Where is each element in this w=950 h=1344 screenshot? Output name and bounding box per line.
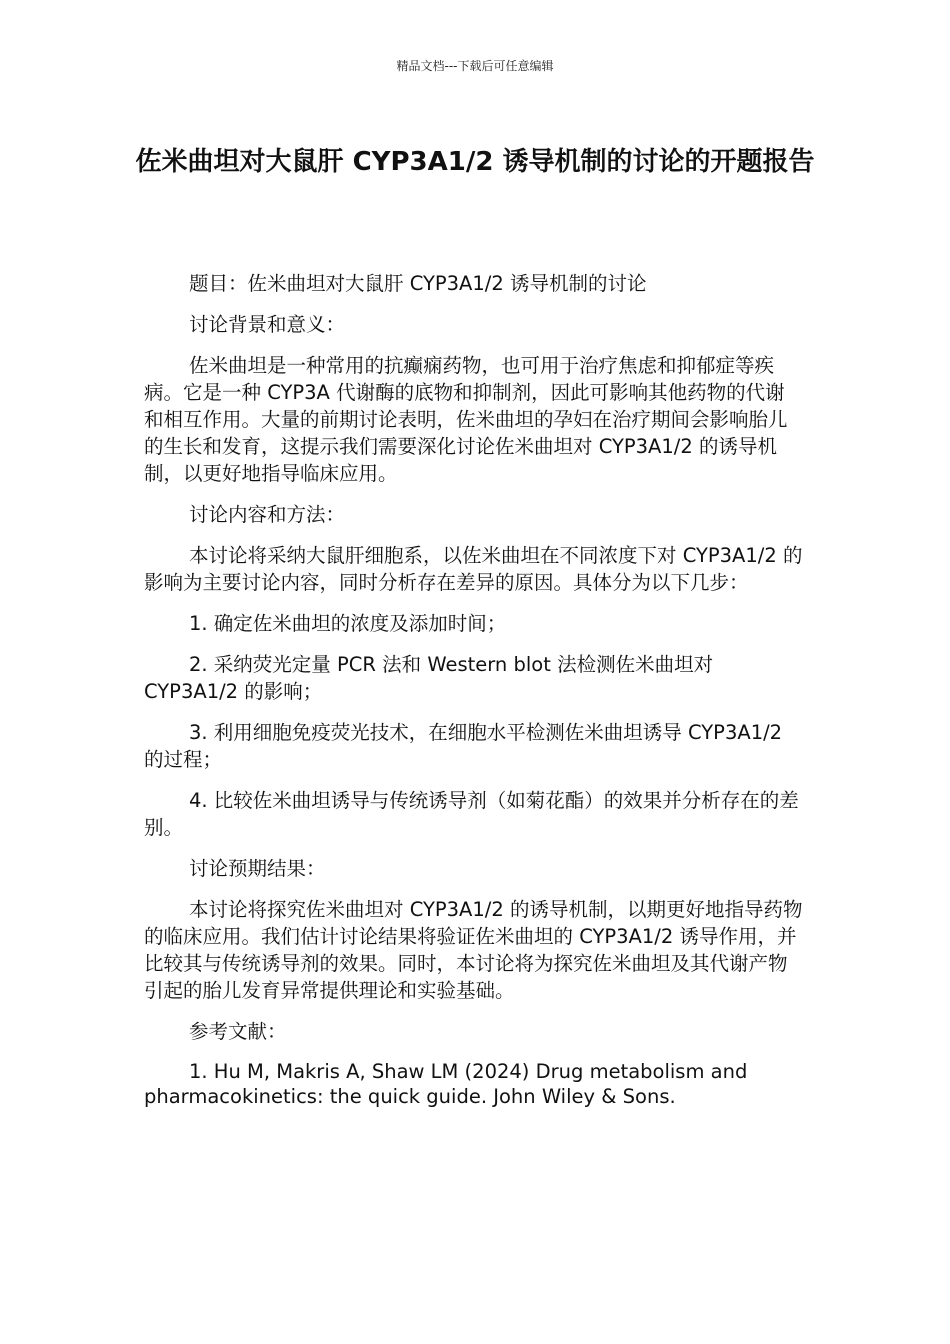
- method-step-2: 2. 采纳荧光定量 PCR 法和 Western blot 法检测佐米曲坦对 CYP3A1/2 的影响；: [144, 653, 714, 703]
- section-heading-methods: 讨论内容和方法：: [189, 503, 346, 526]
- document-title: 佐米曲坦对大鼠肝 CYP3A1/2 诱导机制的讨论的开题报告: [135, 147, 815, 177]
- method-step-1: 1. 确定佐米曲坦的浓度及添加时间；: [189, 612, 507, 635]
- section-heading-references: 参考文献：: [189, 1020, 287, 1043]
- section-heading-background: 讨论背景和意义：: [189, 313, 346, 336]
- reference-item: 1. Hu M, Makris A, Shaw LM (2024) Drug metabolism and pharmacokinetics: the quick guide. John Wiley & Sons.: [144, 1060, 748, 1108]
- methods-paragraph: 本讨论将采纳大鼠肝细胞系，以佐米曲坦在不同浓度下对 CYP3A1/2 的影响为主要讨论内容，同时分析存在差异的原因。具体分为以下几步：: [144, 544, 803, 594]
- section-heading-expected-results: 讨论预期结果：: [189, 857, 326, 880]
- header-note: 精品文档---下载后可任意编辑: [396, 59, 554, 73]
- topic-line: 题目：佐米曲坦对大鼠肝 CYP3A1/2 诱导机制的讨论: [189, 272, 647, 295]
- method-step-3: 3. 利用细胞免疫荧光技术，在细胞水平检测佐米曲坦诱导 CYP3A1/2 的过程；: [144, 721, 783, 771]
- document-body: [144, 270, 804, 1123]
- expected-results-paragraph: 本讨论将探究佐米曲坦对 CYP3A1/2 的诱导机制，以期更好地指导药物的临床应用。我们估计讨论结果将验证佐米曲坦的 CYP3A1/2 诱导作用，并比较其与传统诱导剂的效果。同时，本讨论将为探究佐米曲坦及其代谢产物引起的胎儿发育异常提供理论和实验基础。: [144, 898, 803, 1002]
- method-step-4: 4. 比较佐米曲坦诱导与传统诱导剂（如菊花酯）的效果并分析存在的差别。: [144, 789, 799, 839]
- background-paragraph: 佐米曲坦是一种常用的抗癫痫药物，也可用于治疗焦虑和抑郁症等疾病。它是一种 CYP3A 代谢酶的底物和抑制剂，因此可影响其他药物的代谢和相互作用。大量的前期讨论表明，佐米曲坦的孕妇在治疗期间会影响胎儿的生长和发育，这提示我们需要深化讨论佐米曲坦对 CYP3A1/2 的诱导机制，以更好地指导临床应用。: [144, 354, 788, 485]
